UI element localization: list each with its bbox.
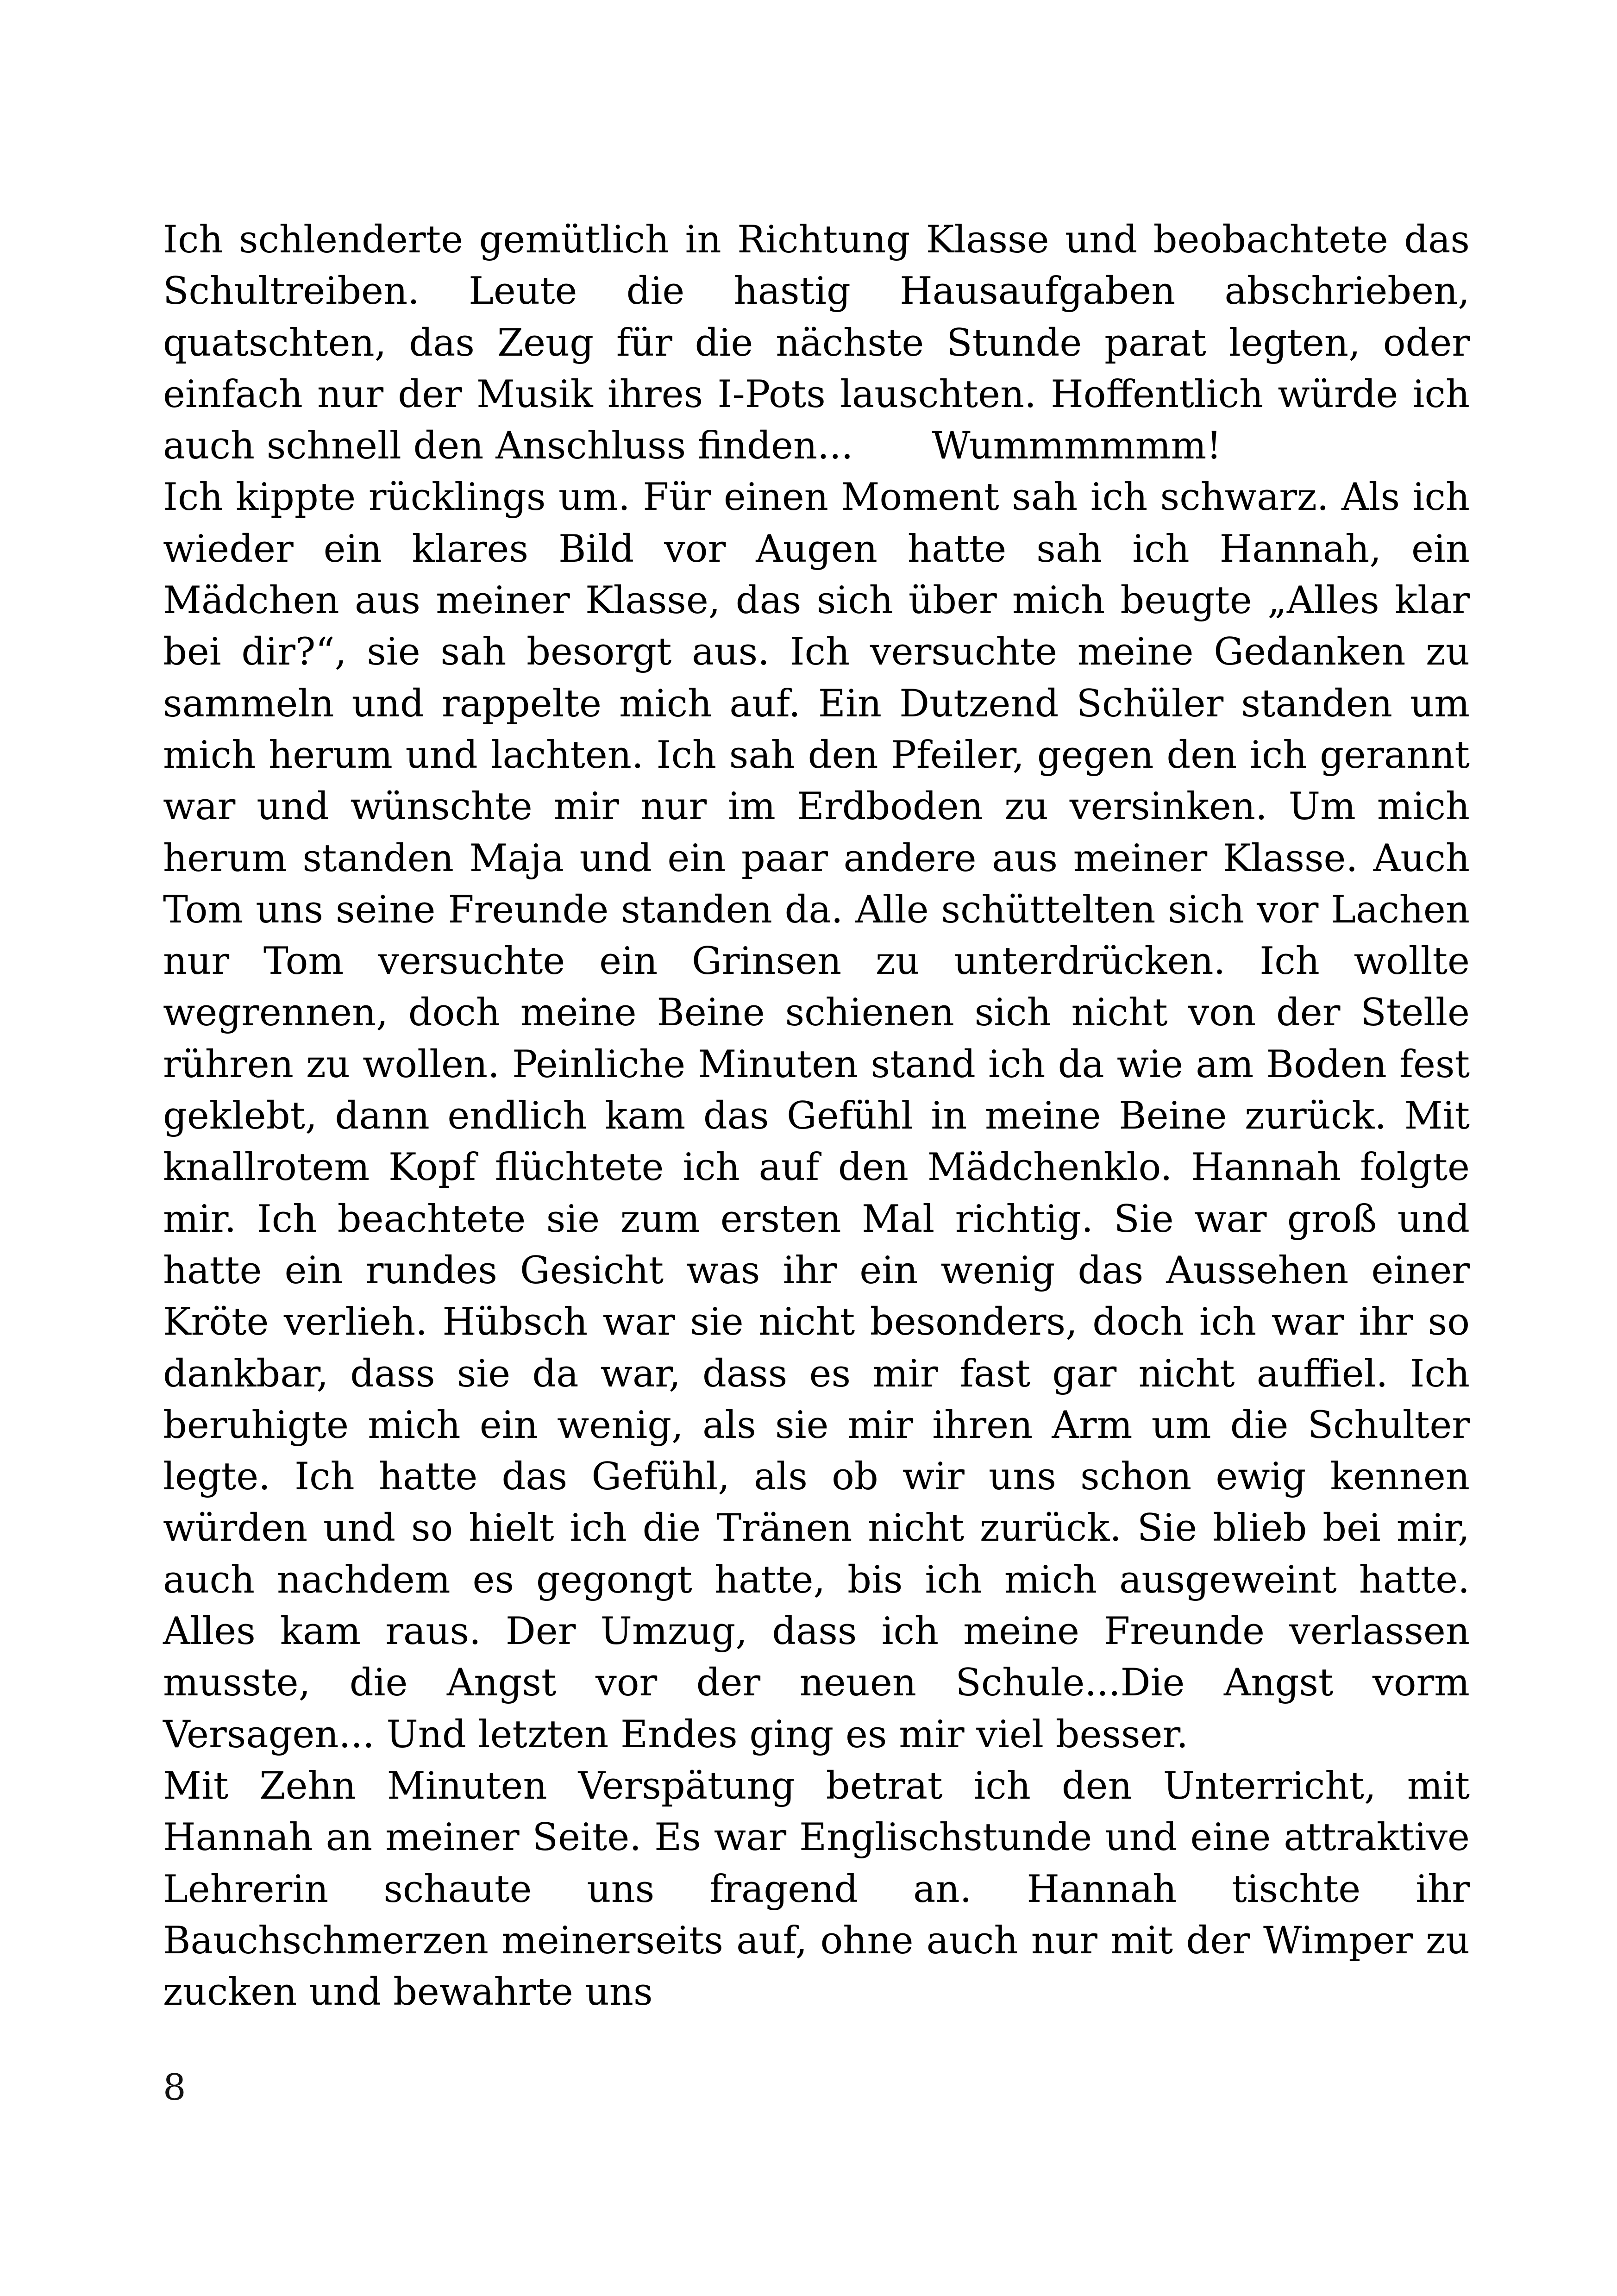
page-number: 8: [163, 2067, 186, 2108]
paragraph-1: [163, 214, 1470, 472]
body-text: [163, 214, 1470, 2018]
paragraph-2: Ich kippte rücklings um. Für einen Moment sah ich schwarz. Als ich wieder ein klares Bild vor Augen hatte sah ich Hannah, ein Mädchen aus meiner Klasse, das sich über mich beugte „Alles klar bei dir?“, sie sah besorgt aus. Ich versuchte meine Gedanken zu sammeln und rappelte mich auf. Ein Dutzend Schüler standen um mich herum und lachten. Ich sah den Pfeiler, gegen den ich gerannt war und wünschte mir nur im Erdboden zu versinken. Um mich herum standen Maja und ein paar andere aus meiner Klasse. Auch Tom uns seine Freunde standen da. Alle schüttelten sich vor Lachen nur Tom versuchte ein Grinsen zu unterdrücken. Ich wollte wegrennen, doch meine Beine schienen sich nicht von der Stelle rühren zu wollen. Peinliche Minuten stand ich da wie am Boden fest geklebt, dann endlich kam das Gefühl in meine Beine zurück. Mit knallrotem Kopf flüchtete ich auf den Mädchenklo. Hannah folgte mir. Ich beachtete sie zum ersten Mal richtig. Sie war groß und hatte ein rundes Gesicht was ihr ein wenig das Aussehen einer Kröte verlieh. Hübsch war sie nicht besonders, doch ich war ihr so dankbar, dass sie da war, dass es mir fast gar nicht auffiel. Ich beruhigte mich ein wenig, als sie mir ihren Arm um die Schulter legte. Ich hatte das Gefühl, als ob wir uns schon ewig kennen würden und so hielt ich die Tränen nicht zurück. Sie blieb bei mir, auch nachdem es gegongt hatte, bis ich mich ausgeweint hatte. Alles kam raus. Der Umzug, dass ich meine Freunde verlassen musste, die Angst vor der neuen Schule...Die Angst vorm Versagen... Und letzten Endes ging es mir viel besser.: [163, 476, 1470, 1757]
paragraph-3: Mit Zehn Minuten Verspätung betrat ich den Unterricht, mit Hannah an meiner Seite. Es war Englischstunde und eine attraktive Lehrerin schaute uns fragend an. Hannah tischte ihr Bauchschmerzen meinerseits auf, ohne auch nur mit der Wimper zu zucken und bewahrte uns: [163, 1764, 1470, 2014]
paragraph-1-text: Ich schlenderte gemütlich in Richtung Klasse und beobachtete das Schultreiben. Leute die hastig Hausaufgaben abschrieben, quatschten, das Zeug für die nächste Stunde parat legten, oder einfach nur der Musik ihres I-Pots lauschten. Hoffentlich würde ich auch schnell den Anschluss finden...: [163, 218, 1470, 468]
exclamation-text: Wummmmmm!: [932, 424, 1222, 468]
